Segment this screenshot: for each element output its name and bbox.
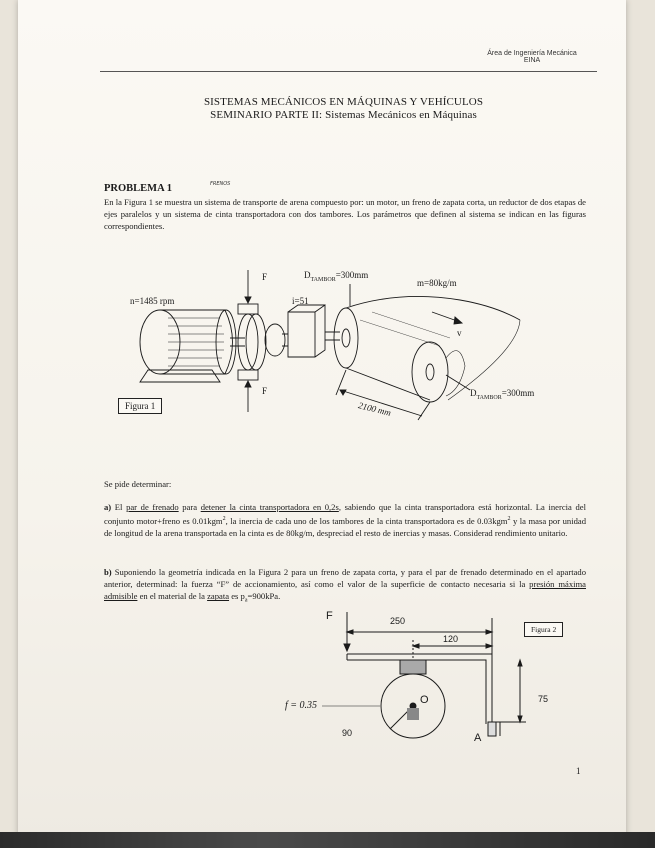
problem-heading-text: PROBLEMA 1 [104, 183, 172, 194]
figure-2-label: Figura 2 [524, 622, 563, 637]
question-a-label: a) [104, 502, 112, 512]
question-b-t6: a [244, 598, 248, 605]
question-a-t4: detener la cinta transportadora en 0,2s [200, 502, 339, 512]
fig1-drum-bottom-sub: TAMBOR [476, 394, 502, 401]
question-b-top [104, 566, 586, 607]
fig2-pivot-label: A [474, 732, 482, 744]
question-b-t5: es p [229, 591, 245, 602]
figure-1-label: Figura 1 [118, 398, 162, 414]
fig1-drum-top-val: =300mm [335, 270, 369, 280]
fig1-drum-top-d: D [304, 270, 311, 280]
question-b-t2: presión máxima admisible [104, 579, 586, 602]
question-b-label: b) [104, 567, 112, 577]
fig1-force-top: F [262, 272, 268, 282]
question-b-t4: zapata [207, 591, 230, 602]
header-area: Área de Ingeniería Mecánica [487, 50, 577, 57]
fig1-drum-bottom [470, 388, 534, 401]
fig2-dim-120: 120 [443, 634, 459, 644]
question-a-t7: , la inercia de cada uno de los tambores de la cinta transportadora es de 0.03kgm [225, 516, 508, 527]
fig1-drum-bottom-d: D [470, 388, 477, 398]
question-a [104, 501, 586, 539]
header-block [462, 50, 602, 64]
gearbox [288, 305, 325, 357]
fig2-friction: f = 0.35 [285, 700, 318, 711]
question-a-t2: par de frenado [126, 502, 179, 512]
brake-disc [238, 314, 258, 370]
question-b-t1: Suponiendo la geometría indicada en la Figura 2 para un freno de zapata corta, y para el par de frenado determinado en el apartado anterior, determinad: la fuerza “F” de accionamiento, así como el valor de la superficie de contacto necesaria si la [104, 567, 586, 590]
question-a-t1: El [114, 502, 127, 512]
fig2-bearing [407, 708, 419, 720]
question-b-t3: en el material de la [137, 591, 208, 602]
brake-shoe-top [238, 304, 258, 314]
fig1-ratio: i=51 [292, 296, 309, 306]
question-a-t9: y la masa por unidad de longitud de la arena transportada en la cinta es de 80kg/m, despreciad el resto de inercias y masas. Considerad rendimiento unitario. [104, 516, 586, 539]
fig1-drum-bottom-val: =300mm [501, 388, 535, 398]
handwritten-note: FRENOS [210, 181, 231, 187]
title-block [100, 96, 587, 121]
header-unit: EINA [523, 57, 541, 64]
fig1-mass: m=80kg/m [417, 278, 457, 288]
fig1-length: 2100 mm [357, 400, 392, 418]
fig1-force-bottom: F [262, 386, 268, 396]
coupling [265, 324, 285, 356]
question-b-t7: =900kPa. [247, 591, 281, 602]
fig2-dim-75: 75 [538, 694, 549, 704]
header-rule [100, 71, 597, 72]
title-line-1: SISTEMAS MECÁNICOS EN MÁQUINAS Y VEHÍCULOS [203, 96, 484, 108]
fig1-velocity: v [457, 328, 462, 338]
questions-intro: Se pide determinar: [104, 479, 172, 489]
drum-2 [412, 342, 448, 402]
scanner-edge [0, 832, 655, 848]
fig2-force-label: F [326, 610, 333, 622]
question-a-t8: 2 [507, 516, 511, 523]
title-line-2: SEMINARIO PARTE II: Sistemas Mecánicos en Máquinas [210, 109, 477, 121]
problem-intro: En la Figura 1 se muestra un sistema de transporte de arena compuesto por: un motor, un freno de zapata corta, un reductor de dos etapas de ejes paralelos y un sistema de cinta transportadora con dos tambores. Los parámetros que definen al sistema se indican en las figuras correspondientes. [104, 197, 586, 232]
fig2-dim-250: 250 [390, 616, 406, 626]
question-a-t3: para [178, 502, 201, 512]
question-a-t5: , sabiendo que la cinta transportadora está horizontal. La inercia del conjunto motor+freno es 0.01kgm [104, 502, 586, 527]
brake-shoe-bottom [238, 370, 258, 380]
fig1-drum-top-sub: TAMBOR [310, 276, 336, 283]
drum-1 [334, 308, 358, 368]
fig2-shoe [400, 660, 426, 674]
sand-top [346, 296, 520, 320]
question-a-t6: 2 [222, 516, 226, 523]
fig2-center: O [420, 694, 429, 706]
page-number: 1 [576, 766, 581, 776]
fig2-dim-90: 90 [342, 728, 353, 738]
belt-bottom [346, 368, 430, 400]
fig1-rpm: n=1485 rpm [130, 296, 175, 306]
fig1-drum-top [304, 270, 368, 283]
problem-heading [104, 183, 172, 194]
fig2-pivot [488, 722, 496, 736]
